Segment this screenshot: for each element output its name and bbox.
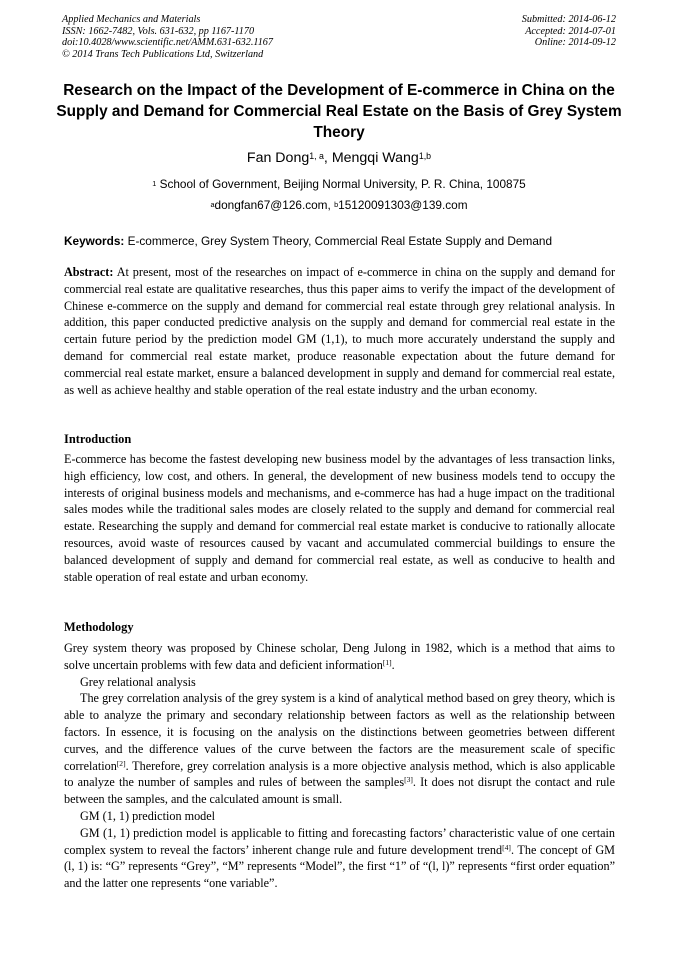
citation-ref: [1]	[382, 657, 392, 667]
paragraph-text: . The concept of GM (l, 1) is: “G” represents “Grey”, “M” represents “Model”, the first “1” of “(l, l)” represents “first order equation” and the latter one represents “one variable”.	[64, 842, 615, 891]
email-superscript: a	[210, 199, 215, 209]
online-date: Online: 2014-09-12	[534, 37, 616, 49]
keywords-label: Keywords:	[64, 234, 125, 248]
author-superscript: 1,b	[418, 151, 432, 162]
subsection-title: Grey relational analysis	[80, 674, 196, 689]
methodology-heading: Methodology	[64, 620, 134, 634]
citation-ref: [4]	[502, 842, 511, 852]
dates-header	[522, 14, 616, 49]
author-name: Mengqi Wang	[331, 150, 419, 166]
email-superscript: b	[334, 199, 339, 209]
paragraph-text: Grey system theory was proposed by Chinese scholar, Deng Julong in 1982, which is a method that aims to solve uncertain problems with few data and deficient information	[64, 641, 615, 672]
doi-line: doi:10.4028/www.scientific.net/AMM.631-632.1167	[62, 37, 273, 49]
paragraph-text: The grey correlation analysis of the grey system is a kind of analytical method based on grey theory, which is able to analyze the primary and secondary relationship between factors as well as the relationship between factors. In essence, it is focusing on the analysis on the distinctions between geometries between different curves, and the difference values of the curve between the factors are the measurement scale of specific correlation	[64, 691, 615, 773]
affiliation-superscript: 1	[152, 178, 157, 188]
citation-ref: [2]	[116, 758, 126, 768]
accepted-date: Accepted: 2014-07-01	[525, 25, 616, 37]
author-name: Fan Dong	[246, 150, 310, 166]
author-line	[0, 149, 678, 167]
issn-line: ISSN: 1662-7482, Vols. 631-632, pp 1167-1170	[62, 25, 255, 37]
abstract	[64, 264, 615, 398]
journal-name: Applied Mechanics and Materials	[62, 14, 201, 25]
affiliation-text: School of Government, Beijing Normal University, P. R. China, 100875	[159, 177, 526, 191]
paragraph-text: GM (1, 1) prediction model is applicable to fitting and forecasting factors’ characteristic value of one certain complex system to reveal the factors’ inherent change rule and future development trend	[64, 825, 615, 857]
author-superscript: 1, a	[309, 151, 324, 162]
abstract-text: At present, most of the researches on impact of e-commerce in china on the supply and demand for commercial real estate are qualitative researches, thus this paper aims to verify the impact of the development of Chinese e-commerce on the supply and demand for commercial real estate through grey relational analysis. In addition, this paper conducted predictive analysis on the supply and demand for commercial real estate in the certain future period by the prediction model GM (1,1), to much more accurately understand the supply and demand for commercial real estate market, produce reasonable expectation about the future demand for commercial real estate market, ensure a balanced development in supply and demand for commercial real estate, as well as achieve healthy and stable operation of the real estate industry and the urban economy.	[64, 265, 615, 397]
abstract-label: Abstract:	[64, 265, 114, 279]
methodology-paragraph	[64, 690, 615, 808]
journal-header	[62, 14, 273, 60]
keywords-text: E-commerce, Grey System Theory, Commercial Real Estate Supply and Demand	[127, 234, 552, 248]
paragraph-text: . Therefore, grey correlation analysis is a more objective analysis method, which is also applicable to analyze the number of samples and rules of between the samples	[64, 758, 615, 790]
paper-title: Research on the Impact of the Development of E-commerce in China on the Supply and Demand for Commercial Real Estate on the Basis of Grey System Theory	[56, 82, 622, 141]
submitted-date: Submitted: 2014-06-12	[521, 14, 616, 25]
email-link[interactable]: dongfan67@126.com	[214, 198, 328, 212]
author-emails	[0, 198, 678, 213]
subsection-title: GM (1, 1) prediction model	[80, 808, 216, 823]
email-separator: ,	[327, 198, 335, 212]
affiliation	[0, 177, 678, 192]
methodology-body	[64, 640, 615, 892]
copyright-line: © 2014 Trans Tech Publications Ltd, Switzerland	[62, 48, 264, 60]
paragraph-text: .	[391, 657, 395, 672]
author-separator: ,	[323, 150, 332, 166]
methodology-paragraph	[64, 640, 615, 674]
email-link[interactable]: 15120091303@139.com	[338, 198, 468, 212]
introduction-heading: Introduction	[64, 432, 132, 446]
paragraph-text: . It does not disrupt the contact and rule between the samples, and the calculated amount is small.	[64, 775, 615, 807]
keywords	[64, 234, 624, 249]
methodology-paragraph	[64, 825, 615, 892]
introduction-body: E-commerce has become the fastest developing new business model by the advantages of less transaction links, high efficiency, low cost, and others. In general, the development of new business models tend to occupy the interests of original business models and mechanisms, and e-commerce has had a huge impact on the traditional sales modes while the traditional sales modes are closely related to the supply and demand for commercial real estate. Researching the supply and demand for commercial real estate market is conducive to rationally allocate resources, avoid waste of resources caused by vacant and accumulated commercial buildings to ensure the balanced development of supply and demand for commercial real estate, as well as conducive to health and stable operation of real estate and urban economy.	[64, 452, 615, 584]
citation-ref: [3]	[404, 775, 413, 785]
